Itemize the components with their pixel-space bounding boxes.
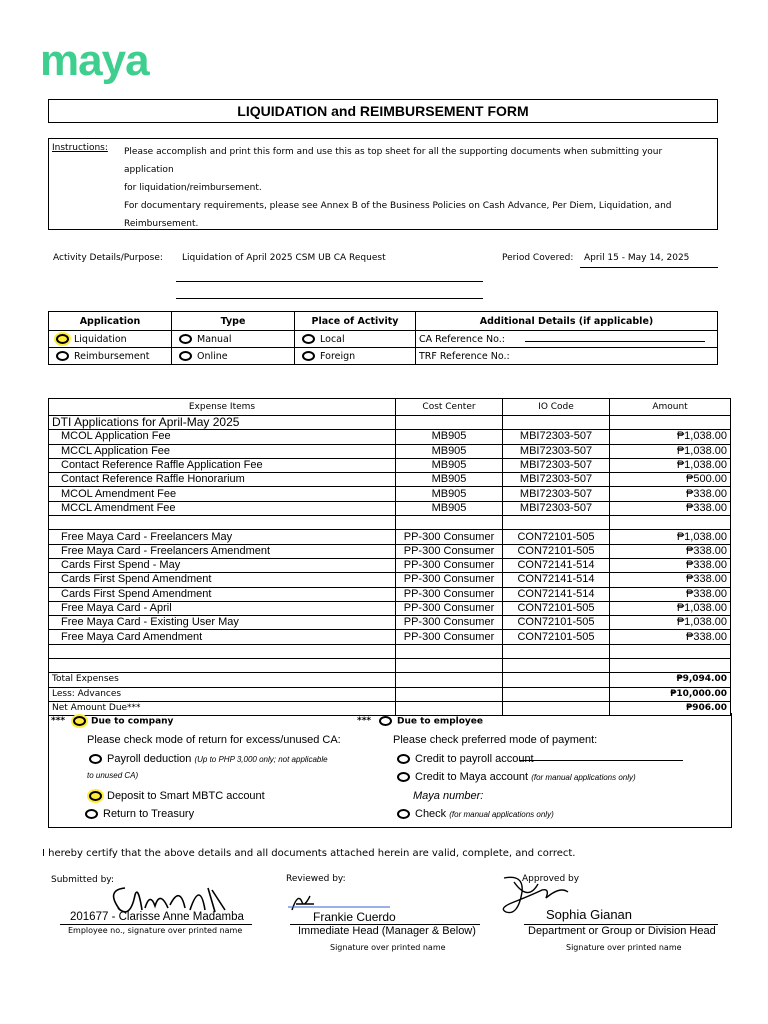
period-label: Period Covered: <box>502 253 574 263</box>
app-header: Application <box>49 312 172 331</box>
expense-item-cell: Free Maya Card Amendment <box>49 630 396 644</box>
ca-reference-field[interactable]: CA Reference No.: <box>416 331 718 348</box>
io-code-cell: MBI72303-507 <box>503 444 610 458</box>
due-company-option[interactable]: Due to company <box>69 716 173 727</box>
cost-center-cell: PP-300 Consumer <box>396 630 503 644</box>
cost-center-cell: MB905 <box>396 430 503 444</box>
io-code-cell: CON72101-505 <box>503 544 610 558</box>
activity-value: Liquidation of April 2025 CSM UB CA Request <box>182 253 386 263</box>
due-stars: *** <box>357 716 372 726</box>
table-row <box>49 487 731 501</box>
table-row <box>49 601 731 615</box>
cost-center-cell: PP-300 Consumer <box>396 573 503 587</box>
credit-maya-option[interactable]: Credit to Maya account (for manual applications only) <box>393 771 636 783</box>
group-title: DTI Applications for April-May 2025 <box>49 416 396 430</box>
option-online[interactable]: Online <box>172 348 295 365</box>
amount-cell: ₱338.00 <box>610 630 731 644</box>
reviewer-caption2: Signature over printed name <box>330 943 446 952</box>
io-code-cell: CON72101-505 <box>503 616 610 630</box>
instructions-line: for liquidation/reimbursement. <box>124 183 262 193</box>
submitter-caption: Employee no., signature over printed name <box>68 926 243 935</box>
instructions-line: Please accomplish and print this form and use this as top sheet for all the supporting documents when submitting your application <box>124 147 663 175</box>
cost-center-cell: MB905 <box>396 458 503 472</box>
cost-center-cell <box>396 516 503 530</box>
amount-cell: ₱1,038.00 <box>610 430 731 444</box>
radio-icon[interactable] <box>85 809 98 819</box>
radio-icon[interactable] <box>397 809 410 819</box>
table-row <box>49 430 731 444</box>
radio-selected-icon[interactable] <box>89 791 102 801</box>
io-code-cell: MBI72303-507 <box>503 487 610 501</box>
amount-cell <box>610 659 731 673</box>
form-title: LIQUIDATION and REIMBURSEMENT FORM <box>48 99 718 123</box>
cost-center-cell: PP-300 Consumer <box>396 601 503 615</box>
radio-selected-icon[interactable] <box>56 334 69 344</box>
table-row <box>49 587 731 601</box>
io-code-header: IO Code <box>503 399 610 416</box>
instructions-line: Reimbursement. <box>124 219 199 229</box>
check-option[interactable]: Check (for manual applications only) <box>393 808 554 820</box>
expense-item-cell: MCCL Amendment Fee <box>49 501 396 515</box>
instructions-text <box>124 143 714 233</box>
approved-label: Approved by <box>522 874 580 884</box>
table-row <box>49 544 731 558</box>
reviewer-caption: Immediate Head (Manager & Below) <box>298 925 476 937</box>
cost-center-cell <box>396 644 503 658</box>
io-code-cell: CON72141-514 <box>503 558 610 572</box>
radio-icon[interactable] <box>89 754 102 764</box>
submitted-label: Submitted by: <box>51 875 114 885</box>
net-label: Net Amount Due*** <box>49 701 396 715</box>
table-row <box>49 516 731 530</box>
expense-item-cell <box>49 644 396 658</box>
io-code-cell: MBI72303-507 <box>503 458 610 472</box>
cost-center-cell: PP-300 Consumer <box>396 616 503 630</box>
total-label: Total Expenses <box>49 673 396 687</box>
io-code-cell: CON72141-514 <box>503 573 610 587</box>
approver-caption2: Signature over printed name <box>566 943 682 952</box>
io-code-cell <box>503 659 610 673</box>
total-value: ₱9,094.00 <box>610 673 731 687</box>
due-employee-option[interactable]: Due to employee <box>375 716 483 727</box>
amount-cell <box>610 644 731 658</box>
radio-icon[interactable] <box>56 351 69 361</box>
payroll-deduction-option[interactable]: Payroll deduction (Up to PHP 3,000 only; not applicable <box>85 753 328 765</box>
treasury-option[interactable]: Return to Treasury <box>81 808 194 820</box>
table-row <box>49 473 731 487</box>
cost-center-cell: MB905 <box>396 473 503 487</box>
radio-icon[interactable] <box>302 351 315 361</box>
io-code-cell: CON72101-505 <box>503 630 610 644</box>
details-header: Additional Details (if applicable) <box>416 312 718 331</box>
expense-item-cell: Contact Reference Raffle Honorarium <box>49 473 396 487</box>
expense-item-cell <box>49 516 396 530</box>
amount-cell: ₱1,038.00 <box>610 458 731 472</box>
table-row <box>49 501 731 515</box>
approver-name: Sophia Gianan <box>546 907 633 922</box>
option-local[interactable]: Local <box>295 331 416 348</box>
table-row <box>49 616 731 630</box>
radio-icon[interactable] <box>302 334 315 344</box>
deposit-option[interactable]: Deposit to Smart MBTC account <box>85 790 265 802</box>
radio-icon[interactable] <box>379 716 392 726</box>
radio-icon[interactable] <box>397 754 410 764</box>
expense-item-cell: Contact Reference Raffle Application Fee <box>49 458 396 472</box>
amount-cell <box>610 516 731 530</box>
amount-cell: ₱338.00 <box>610 487 731 501</box>
amount-cell: ₱1,038.00 <box>610 616 731 630</box>
table-row <box>49 530 731 544</box>
instructions-label: Instructions: <box>52 143 108 153</box>
table-row <box>49 630 731 644</box>
certification-text: I hereby certify that the above details and all documents attached herein are valid, complete, and correct. <box>42 848 576 859</box>
option-liquidation[interactable]: Liquidation <box>49 331 172 348</box>
radio-selected-icon[interactable] <box>73 716 86 726</box>
expense-item-cell: Cards First Spend - May <box>49 558 396 572</box>
cost-center-cell: MB905 <box>396 444 503 458</box>
cost-center-cell <box>396 659 503 673</box>
io-code-cell: MBI72303-507 <box>503 473 610 487</box>
cost-center-cell: PP-300 Consumer <box>396 587 503 601</box>
expense-items-header: Expense Items <box>49 399 396 416</box>
table-row <box>49 558 731 572</box>
advances-label: Less: Advances <box>49 687 396 701</box>
amount-cell: ₱1,038.00 <box>610 601 731 615</box>
option-manual[interactable]: Manual <box>172 331 295 348</box>
table-row <box>49 458 731 472</box>
cost-center-cell: PP-300 Consumer <box>396 544 503 558</box>
cost-center-cell: PP-300 Consumer <box>396 558 503 572</box>
cost-center-header: Cost Center <box>396 399 503 416</box>
expense-item-cell: Free Maya Card - Existing User May <box>49 616 396 630</box>
application-table <box>48 311 718 365</box>
expense-table <box>48 398 731 716</box>
io-code-cell: MBI72303-507 <box>503 501 610 515</box>
place-header: Place of Activity <box>295 312 416 331</box>
amount-cell: ₱338.00 <box>610 544 731 558</box>
amount-cell: ₱338.00 <box>610 573 731 587</box>
expense-item-cell: Free Maya Card - April <box>49 601 396 615</box>
io-code-cell: CON72101-505 <box>503 601 610 615</box>
io-code-cell: CON72141-514 <box>503 587 610 601</box>
amount-cell: ₱338.00 <box>610 587 731 601</box>
activity-label: Activity Details/Purpose: <box>53 253 163 263</box>
instructions-line: For documentary requirements, please see Annex B of the Business Policies on Cash Advance, Per Diem, Liquidation, and <box>124 201 672 211</box>
amount-header: Amount <box>610 399 731 416</box>
expense-item-cell: Cards First Spend Amendment <box>49 587 396 601</box>
cost-center-cell: PP-300 Consumer <box>396 530 503 544</box>
trf-reference-field[interactable]: TRF Reference No.: <box>416 348 718 365</box>
expense-item-cell: Cards First Spend Amendment <box>49 573 396 587</box>
company-note: Please check mode of return for excess/unused CA: <box>87 734 341 746</box>
maya-logo: maya <box>40 36 149 85</box>
table-row <box>49 659 731 673</box>
option-foreign[interactable]: Foreign <box>295 348 416 365</box>
expense-item-cell: Free Maya Card - Freelancers May <box>49 530 396 544</box>
cost-center-cell: MB905 <box>396 501 503 515</box>
radio-icon[interactable] <box>179 334 192 344</box>
table-row <box>49 573 731 587</box>
advances-value: ₱10,000.00 <box>610 687 731 701</box>
table-row <box>49 444 731 458</box>
amount-cell: ₱338.00 <box>610 501 731 515</box>
credit-payroll-option[interactable]: Credit to payroll account <box>393 753 534 765</box>
io-code-cell: CON72101-505 <box>503 530 610 544</box>
expense-item-cell <box>49 659 396 673</box>
expense-item-cell: MCCL Application Fee <box>49 444 396 458</box>
approver-caption: Department or Group or Division Head <box>528 925 716 937</box>
io-code-cell: MBI72303-507 <box>503 430 610 444</box>
submitter-name: 201677 - Clarisse Anne Madamba <box>70 911 244 923</box>
type-header: Type <box>172 312 295 331</box>
io-code-cell <box>503 516 610 530</box>
due-stars: *** <box>51 716 66 726</box>
instructions-box <box>48 138 718 230</box>
expense-item-cell: Free Maya Card - Freelancers Amendment <box>49 544 396 558</box>
radio-icon[interactable] <box>397 772 410 782</box>
net-value: ₱906.00 <box>610 701 731 715</box>
amount-cell: ₱338.00 <box>610 558 731 572</box>
table-row <box>49 644 731 658</box>
option-reimbursement[interactable]: Reimbursement <box>49 348 172 365</box>
expense-item-cell: MCOL Amendment Fee <box>49 487 396 501</box>
amount-cell: ₱1,038.00 <box>610 444 731 458</box>
amount-cell: ₱1,038.00 <box>610 530 731 544</box>
due-section <box>48 713 732 828</box>
io-code-cell <box>503 644 610 658</box>
amount-cell: ₱500.00 <box>610 473 731 487</box>
payroll-deduction-note: to unused CA) <box>87 771 139 780</box>
reviewer-name: Frankie Cuerdo <box>313 910 396 924</box>
maya-number-label: Maya number: <box>413 790 484 802</box>
radio-icon[interactable] <box>179 351 192 361</box>
employee-note: Please check preferred mode of payment: <box>393 734 598 746</box>
expense-item-cell: MCOL Application Fee <box>49 430 396 444</box>
cost-center-cell: MB905 <box>396 487 503 501</box>
reviewed-label: Reviewed by: <box>286 874 346 884</box>
period-value: April 15 - May 14, 2025 <box>584 253 690 263</box>
